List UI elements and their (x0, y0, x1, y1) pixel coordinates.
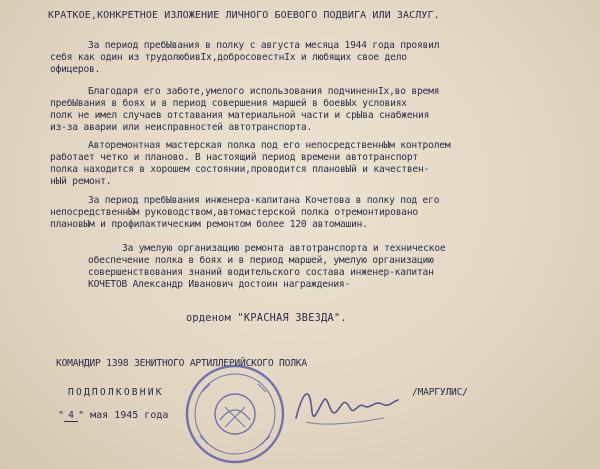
text-line-18: КОЧЕТОВ Александр Иванович достоин награждения- (88, 279, 351, 290)
text-line-4: Благодаря его заботе,умелого использования подчиненнIх,во время (88, 86, 440, 97)
text-line-16: обеспечение полка в боях и в период маршей, умелую организацию (88, 255, 434, 266)
text-line-9: работает четко и планово. В настоящий период времени автотранспорт (50, 152, 419, 163)
text-line-3: офицеров. (50, 64, 101, 75)
date-close-quote: " (78, 410, 85, 421)
commander-line: КОМАНДИР 1398 ЗЕНИТНОГО АРТИЛЛЕРИЙСКОГО ПОЛКА (56, 358, 307, 369)
date-line (58, 410, 168, 421)
signer-name: /МАРГУЛИС/ (412, 387, 468, 398)
text-line-7: из-за аварии или неисправностей автотранспорта. (50, 122, 313, 133)
official-stamp-icon (180, 362, 290, 467)
text-line-10: полка находится в хорошем состоянии,проводится плановЫй и качествен- (50, 164, 430, 175)
signed-label: ПОДПОЛКОВНИК (68, 387, 164, 398)
text-line-12: За период пребЫвания инженера-капитана Кочетова в полку под его (88, 195, 440, 206)
date-day: 4 (64, 410, 78, 422)
document-title: КРАТКОЕ,КОНКРЕТНОЕ ИЗЛОЖЕНИЕ ЛИЧНОГО БОЕВОГО ПОДВИГА ИЛИ ЗАСЛУГ. (48, 10, 440, 21)
date-rest: мая 1945 года (90, 410, 169, 421)
signature-icon (292, 378, 402, 436)
text-line-15: За умелую организацию ремонта автотранспорта и техническое (122, 243, 446, 254)
text-line-8: Авторемонтная мастерская полка под его непосредственнЫм контролем (88, 140, 451, 151)
text-line-5: пребЫвания в боях и в период совершения маршей в боевЫх условиях (50, 98, 407, 109)
text-line-6: полк не имел случаев отставания материальной части и срЫва снабжения (50, 110, 430, 121)
text-line-13: непосредственнЫм руководством,автомастерской полка отремонтировано (50, 207, 419, 218)
date-open-quote: " (58, 410, 65, 421)
text-line-1: За период пребЫвания в полку с августа месяца 1944 года проявил (88, 40, 440, 51)
text-line-11: нЫй ремонт. (50, 176, 112, 187)
text-line-17: совершенствования знаний водительского состава инженер-капитан (88, 267, 434, 278)
text-line-14: плановЫм и профилактическим ремонтом более 120 автомашин. (50, 219, 368, 230)
award-line: орденом "КРАСНАЯ ЗВЕЗДА". (186, 313, 347, 324)
text-line-2: себя как один из трудолюбивIх,добросовестнIх и любящих свое дело (50, 52, 407, 63)
